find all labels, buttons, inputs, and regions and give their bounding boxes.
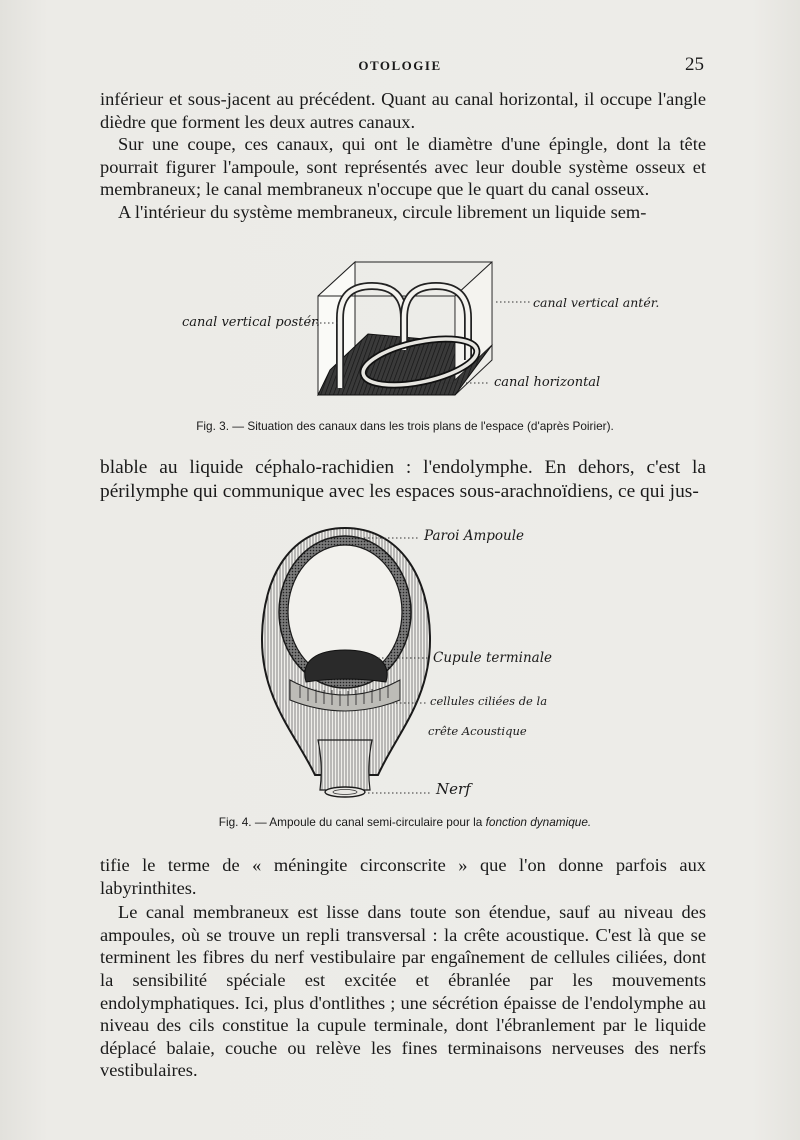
running-title: OTOLOGIE (358, 58, 442, 73)
body-text-bottom (100, 854, 706, 1082)
label-canal-vertical-posterieur: canal vertical postér. (182, 315, 321, 330)
label-canal-horizontal: canal horizontal (494, 375, 601, 390)
paragraph: Le canal membraneux est lisse dans toute son étendue, sauf au niveau des ampoules, où se trouve un repli transversal : la crête acoustique. C'est là que se terminent les fibres du nerf vestibulaire par engaînement de cellules ciliées, dont la sensibilité spéciale est excitée et ébranlée par les mouvements endolymphatiques. Ici, plus d'ontlithes ; une sécrétion épaisse de l'endolymphe au niveau des cils constitue la cupule terminale, dont l'ébranlement par le liquide déplacé balaie, couche ou relève les fines terminaisons nerveuses des nerfs vestibulaires. (100, 902, 706, 1081)
paragraph: inférieur et sous-jacent au précédent. Quant au canal horizontal, il occupe l'angle dièdre que forment les deux autres canaux. (100, 89, 706, 132)
page-number: 25 (685, 54, 704, 75)
figure-3-caption: Fig. 3. — Situation des canaux dans les trois plans de l'espace (d'après Poirier). (196, 419, 614, 433)
paragraph: A l'intérieur du système membraneux, circule librement un liquide sem- (118, 201, 647, 222)
body-text-middle (100, 456, 706, 503)
label-nerf: Nerf (436, 780, 471, 798)
paragraph: tifie le terme de « méningite circonscrite » que l'on donne parfois aux labyrinthites. (100, 855, 706, 898)
paragraph: blable au liquide céphalo-rachidien : l'endolymphe. En dehors, c'est la périlymphe qui communique avec les espaces sous-arachnoïdiens, ce qui jus- (100, 457, 706, 502)
paragraph: Sur une coupe, ces canaux, qui ont le diamètre d'une épingle, dont la tête pourrait figurer l'ampoule, sont représentés avec leur double système osseux et membraneux; le canal membraneux n'occupe que le quart du canal osseux. (100, 134, 706, 200)
label-cupule-terminale: Cupule terminale (433, 650, 552, 666)
caption-text: Fig. 4. — Ampoule du canal semi-circulaire pour la (218, 815, 486, 829)
caption-italic-text: fonction dynamique. (485, 815, 592, 829)
label-crete-acoustique: crête Acoustique (428, 724, 527, 738)
figure-4-caption (5, 815, 800, 829)
label-paroi-ampoule: Paroi Ampoule (424, 528, 525, 544)
label-canal-vertical-anterieur: canal vertical antér. (533, 295, 660, 310)
label-cellules-ciliees: cellules ciliées de la (430, 694, 548, 708)
